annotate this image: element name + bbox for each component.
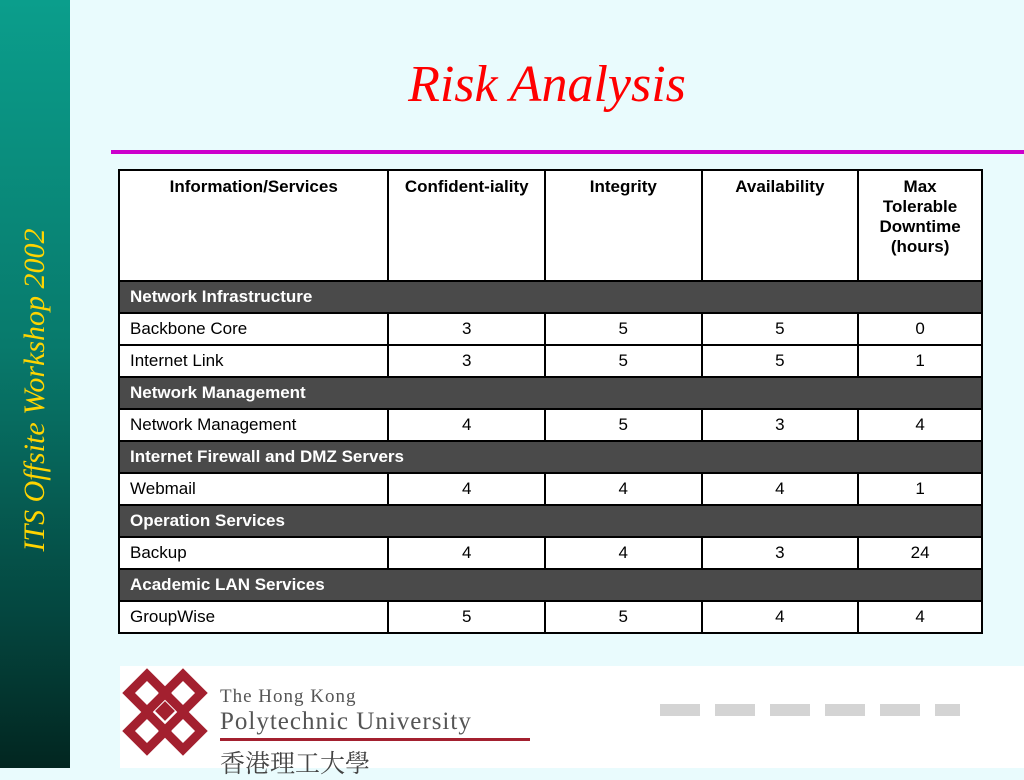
group-row [119,569,982,601]
table-header-row [119,170,982,281]
service-name: Backbone Core [119,313,388,345]
availability-value: 5 [702,345,859,377]
faded-decoration [660,704,960,716]
availability-value: 4 [702,601,859,633]
availability-value: 3 [702,537,859,569]
group-label: Academic LAN Services [119,569,982,601]
integrity-value: 5 [545,409,702,441]
university-name [220,686,530,780]
integrity-value: 5 [545,601,702,633]
group-row [119,377,982,409]
group-label: Internet Firewall and DMZ Servers [119,441,982,473]
integrity-value: 5 [545,313,702,345]
table-row [119,409,982,441]
downtime-value: 24 [858,537,982,569]
service-name: Internet Link [119,345,388,377]
title-divider [111,150,1024,154]
header-max-downtime: Max Tolerable Downtime (hours) [858,170,982,281]
table-row [119,473,982,505]
table-row [119,345,982,377]
downtime-value: 4 [858,409,982,441]
integrity-value: 4 [545,473,702,505]
availability-value: 4 [702,473,859,505]
risk-analysis-table [118,169,983,634]
table-row [119,537,982,569]
confidentiality-value: 4 [388,409,545,441]
confidentiality-value: 4 [388,537,545,569]
header-information-services: Information/Services [119,170,388,281]
confidentiality-value: 3 [388,313,545,345]
header-integrity: Integrity [545,170,702,281]
footer-banner [120,666,1024,778]
integrity-value: 4 [545,537,702,569]
university-line-2: Polytechnic University [220,708,472,735]
group-label: Network Management [119,377,982,409]
group-label: Operation Services [119,505,982,537]
university-chinese-name: 香港理工大學 [220,749,371,778]
university-line-1: The Hong Kong [220,686,357,707]
workshop-label: ITS Offsite Workshop 2002 [18,228,51,552]
group-row [119,281,982,313]
downtime-value: 1 [858,473,982,505]
availability-value: 3 [702,409,859,441]
confidentiality-value: 5 [388,601,545,633]
university-underline [220,738,530,741]
polyu-logo-icon [120,666,212,768]
confidentiality-value: 4 [388,473,545,505]
header-availability: Availability [702,170,859,281]
group-row [119,505,982,537]
service-name: Backup [119,537,388,569]
service-name: GroupWise [119,601,388,633]
downtime-value: 4 [858,601,982,633]
availability-value: 5 [702,313,859,345]
sidebar [0,0,70,768]
table-row [119,601,982,633]
integrity-value: 5 [545,345,702,377]
slide-title: Risk Analysis [408,56,686,113]
service-name: Webmail [119,473,388,505]
header-confidentiality: Confident-iality [388,170,545,281]
group-row [119,441,982,473]
service-name: Network Management [119,409,388,441]
downtime-value: 0 [858,313,982,345]
downtime-value: 1 [858,345,982,377]
confidentiality-value: 3 [388,345,545,377]
table-row [119,313,982,345]
group-label: Network Infrastructure [119,281,982,313]
